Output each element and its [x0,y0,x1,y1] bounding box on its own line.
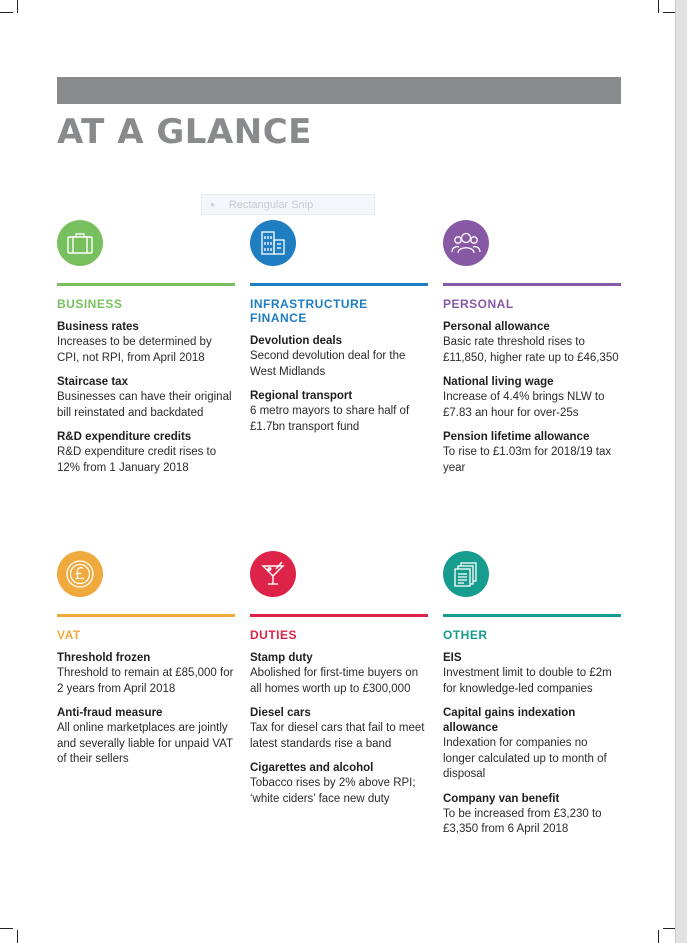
crop-mark [658,930,659,943]
section-rule [443,283,621,286]
briefcase-icon [66,231,94,255]
item-title: Diesel cars [250,707,311,719]
list-item [250,389,428,435]
item-title: R&D expenditure credits [57,431,192,443]
item-text: Indexation for companies no longer calculated up to month of disposal [443,737,607,780]
item-text: All online marketplaces are jointly and severally liable for unpaid VAT of their sellers [57,722,233,765]
section-icon-circle [443,551,489,597]
item-text: Tobacco rises by 2% above RPI; ‘white ciders’ face new duty [250,777,416,805]
item-text: Increases to be determined by CPI, not RPI, from April 2018 [57,336,212,364]
crop-mark [0,12,13,13]
crop-mark [663,12,675,13]
item-text: Investment limit to double to £2m for knowledge-led companies [443,667,612,695]
item-title: Pension lifetime allowance [443,431,590,443]
list-item [57,706,235,768]
item-title: Business rates [57,321,139,333]
item-title: Company van benefit [443,792,560,805]
section-other [443,551,621,838]
section-title: BUSINESS [57,297,123,311]
item-title: Threshold frozen [57,652,151,664]
item-title: Stamp duty [250,652,313,664]
section-rule [443,614,621,617]
item-text: Increase of 4.4% brings NLW to £7.83 an hour for over-25s [443,391,605,419]
item-text: To rise to £1.03m for 2018/19 tax year [443,446,612,474]
item-text: Second devolution deal for the West Midlands [250,350,406,378]
section-icon-circle [250,220,296,266]
section-icon-circle [57,220,103,266]
item-title: Capital gains indexation allowance [443,707,576,734]
buildings-icon [259,230,287,256]
crop-mark [663,928,675,929]
section-vat [57,551,235,768]
list-item [443,375,621,421]
pound-coin-icon [65,559,95,589]
item-text: Businesses can have their original bill reinstated and backdated [57,391,232,419]
record-dot-icon: ● [210,200,215,209]
page-title: AT A GLANCE [57,112,312,152]
list-item [250,761,428,807]
item-title: National living wage [443,376,554,388]
list-item [57,430,235,476]
item-text: Threshold to remain at £85,000 for 2 years from April 2018 [57,667,234,695]
snip-overlay-label: Rectangular Snip [228,198,314,211]
item-title: Devolution deals [250,335,343,347]
list-item [250,651,428,697]
item-title: Anti-fraud measure [57,707,163,719]
section-personal [443,220,621,476]
item-text: To be increased from £3,230 to £3,350 from 6 April 2018 [443,807,602,835]
documents-icon [452,560,480,588]
section-title: PERSONAL [443,297,514,311]
section-title: INFRASTRUCTURE FINANCE [250,297,368,325]
item-title: Personal allowance [443,321,550,333]
section-title: VAT [57,628,81,642]
section-title: DUTIES [250,628,298,642]
item-title: Cigarettes and alcohol [250,762,374,774]
header-bar [57,77,621,104]
section-icon-circle [57,551,103,597]
item-text: Basic rate threshold rises to £11,850, higher rate up to £46,350 [443,336,619,364]
item-text: Abolished for first-time buyers on all homes worth up to £300,000 [250,667,419,695]
section-rule [250,283,428,286]
list-item [443,792,621,838]
crop-mark [0,928,13,929]
item-title: EIS [443,652,462,664]
item-title: Regional transport [250,390,353,402]
list-item [57,651,235,697]
section-rule [57,283,235,286]
list-item [443,706,621,783]
item-title: Staircase tax [57,376,128,388]
list-item [443,430,621,476]
section-business [57,220,235,476]
section-title: OTHER [443,628,488,642]
crop-mark [17,930,18,943]
item-text: 6 metro mayors to share half of £1.7bn transport fund [250,405,410,433]
section-rule [57,614,235,617]
section-duties [250,551,428,807]
crop-mark [658,0,659,13]
page-edge-shadow [675,0,687,943]
list-item [250,706,428,752]
section-infrastructure-finance [250,220,428,435]
snip-tool-overlay[interactable] [201,194,375,215]
cocktail-glass-icon [259,560,287,588]
item-text: Tax for diesel cars that fail to meet latest standards rise a band [250,722,425,750]
crop-mark [17,0,18,13]
people-icon [451,231,481,255]
section-icon-circle [443,220,489,266]
section-rule [250,614,428,617]
list-item [57,320,235,366]
list-item [250,334,428,380]
item-text: R&D expenditure credit rises to 12% from 1 January 2018 [57,446,217,474]
list-item [443,320,621,366]
section-icon-circle [250,551,296,597]
list-item [57,375,235,421]
list-item [443,651,621,697]
